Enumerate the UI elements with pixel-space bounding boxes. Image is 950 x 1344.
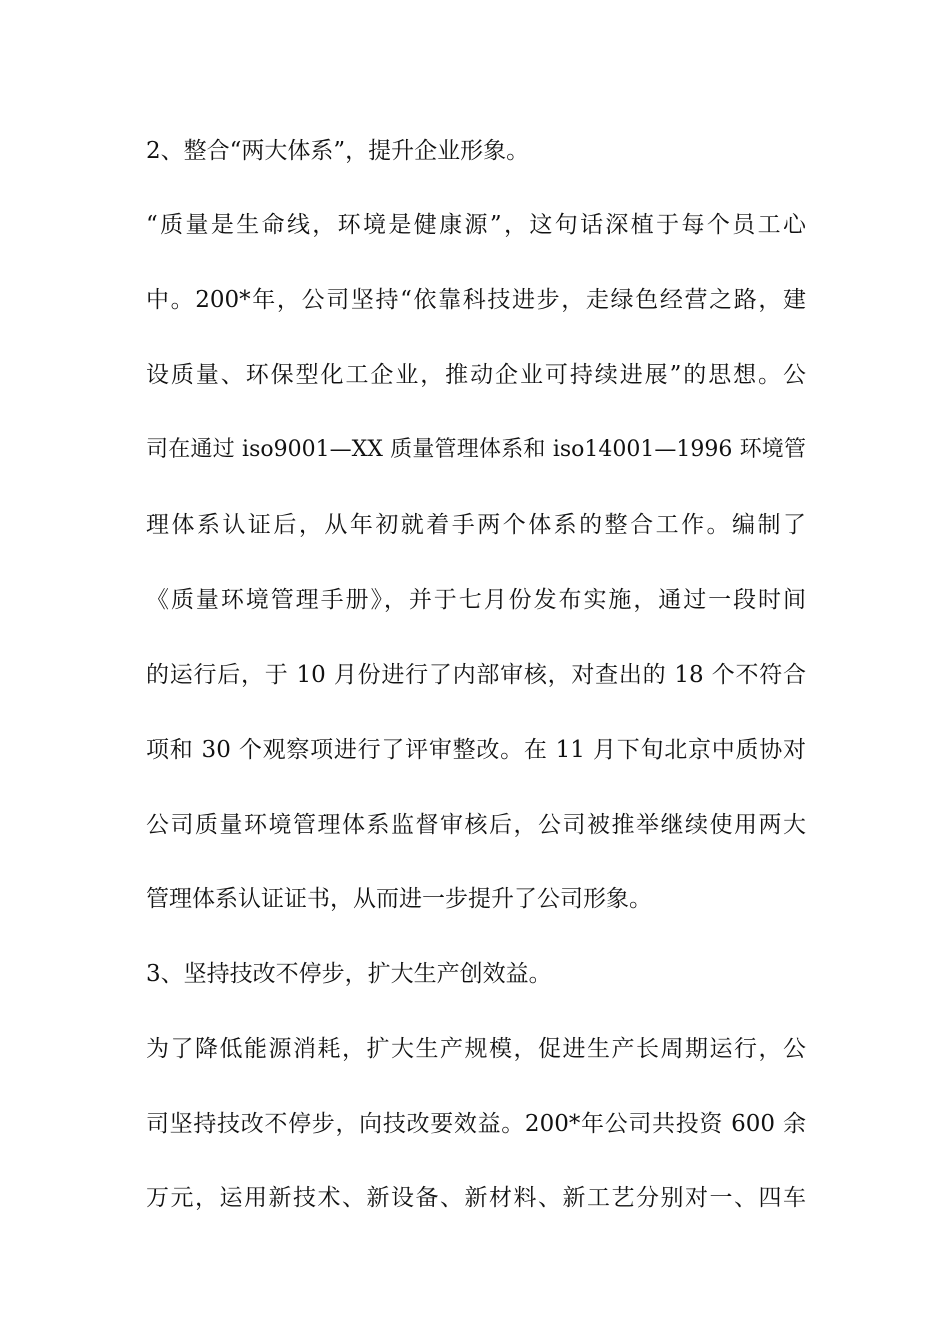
paragraph-line: “质量是生命线，环境是健康源”，这句话深植于每个员工心 bbox=[146, 212, 806, 238]
paragraph-line: 司在通过 iso9001—XX 质量管理体系和 iso14001—1996 环境管 bbox=[146, 437, 806, 462]
paragraph-line: 项和 30 个观察项进行了评审整改。在 11 月下旬北京中质协对 bbox=[146, 737, 806, 763]
section-heading-3: 3、坚持技改不停步，扩大生产创效益。 bbox=[146, 961, 552, 987]
paragraph-line: 司坚持技改不停步，向技改要效益。200*年公司共投资 600 余 bbox=[146, 1111, 806, 1137]
paragraph-line: 管理体系认证证书，从而进一步提升了公司形象。 bbox=[146, 886, 652, 912]
paragraph-line: 设质量、环保型化工企业，推动企业可持续进展”的思想。公 bbox=[146, 362, 806, 388]
paragraph-line: 中。200*年，公司坚持“依靠科技进步，走绿色经营之路，建 bbox=[146, 287, 806, 313]
paragraph-line: 《质量环境管理手册》，并于七月份发布实施，通过一段时间 bbox=[146, 587, 806, 613]
paragraph-line: 公司质量环境管理体系监督审核后，公司被推举继续使用两大 bbox=[146, 812, 806, 838]
paragraph-line: 理体系认证后，从年初就着手两个体系的整合工作。编制了 bbox=[146, 512, 806, 538]
paragraph-line: 为了降低能源消耗，扩大生产规模，促进生产长周期运行，公 bbox=[146, 1036, 806, 1062]
paragraph-line: 万元，运用新技术、新设备、新材料、新工艺分别对一、四车 bbox=[146, 1185, 806, 1211]
section-heading-2: 2、整合“两大体系”，提升企业形象。 bbox=[146, 138, 530, 164]
paragraph-line: 的运行后，于 10 月份进行了内部审核，对查出的 18 个不符合 bbox=[146, 662, 806, 688]
